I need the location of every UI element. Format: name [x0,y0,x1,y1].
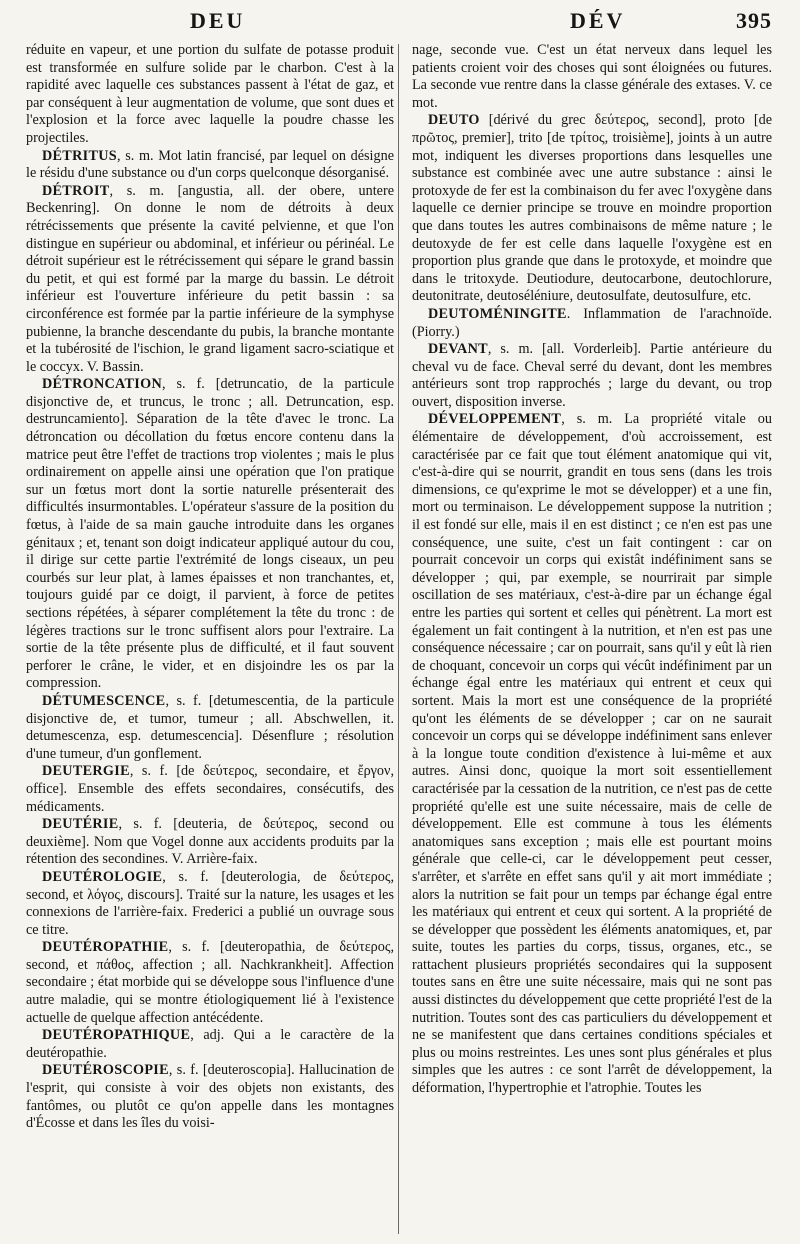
entry-text: , adj. Qui a le caractère de la deutéropathie. [26,1027,394,1061]
running-head-right: DÉV [570,8,626,33]
dictionary-entry [412,112,772,306]
entry-headword: DEUTOMÉNINGITE [428,305,567,322]
dictionary-entry [26,869,394,939]
entry-headword: DÉTUMESCENCE [42,692,166,709]
entry-headword: DEUTÉROLOGIE [42,868,163,885]
dictionary-entry [26,1027,394,1062]
entry-text: , s. m. [all. Vorderleib]. Partie antérieure du cheval vu de face. Cheval serré du devant, dont les membres antérieurs sont trop rapprochés ; large du devant, ou trop ouvert, disposition inverse. [412,341,772,410]
dictionary-entry [26,693,394,763]
dictionary-entry [412,341,772,411]
entry-headword: DEUTÉRIE [42,816,119,833]
entry-text: , s. f. [deuteroscopia]. Hallucination de l'esprit, qui consiste à voir des objets non existants, des fantômes, ou plutôt ce qu'on appelle dans les montagnes d'Écosse et dans les îles du voisi- [26,1062,394,1132]
entry-headword: DEUTÉROPATHIQUE [42,1027,191,1044]
entry-headword: DEVANT [428,341,488,358]
entry-text: réduite en vapeur, et une portion du sulfate de potasse produit est transformée en sulfure solide par le charbon. C'est à la rapidité avec laquelle ces substances passent à l'état de gaz, et par conséquent à leur augmentation de volume, que sont dues et l'explosion et la force avec laquelle la poudre chasse les projectiles. [26,42,394,146]
entry-text: , s. f. [deuterologia, de δεύτερος, second, et λόγος, discours]. Traité sur la nature, les usages et les connexions de l'arrière-faix. Frederici a publié un ouvrage sous ce titre. [26,868,394,938]
entry-headword: DÉVELOPPEMENT [428,411,562,428]
dictionary-entry [26,183,394,377]
entry-headword: DÉTRITUS [42,147,117,164]
entry-headword: DÉTROIT [42,182,110,199]
entry-text: [dérivé du grec δεύτερος, second], proto [de πρῶτος, premier], trito [de τρίτος, troisième], joints à un autre mot, indiquent les diverses proportions dans lesquelles une substance est combinée avec une autre substance : ainsi le protoxyde de fer est la combinaison du fer avec l'oxygène dans laquelle ce dernier principe se trouve en moindre proportion que dans toutes les autres combinaisons de même nature ; le deutoxyde de fer est celle dans laquelle l'oxygène est en proportion plus grande que dans le protoxyde, et moindre que dans le tritoxyde. Deutiodure, deutocarbone, deutochlorure, deutonitrate, deutoséléniure, deutosulfate, deutosulfure, etc. [412,112,772,305]
entry-text: , s. m. Mot latin francisé, par lequel on désigne le résidu d'une substance ou d'un corps quelconque désorganisé. [26,147,394,182]
entry-text: , s. m. [angustia, all. der obere, untere Beckenring]. On donne le nom de détroits à deux rétrécissements que présente la cavité pelvienne, et que l'on distingue en supérieur ou abdominal, et inférieur ou périnéal. Le détroit supérieur est le rétrécissement qui sépare le grand bassin du petit, et qui est formé par la marge du bassin. Le détroit inférieur est l'ouverture inférieure du petit bassin : sa circonférence est formée par la partie inférieure de la symphyse pubienne, la branche descendante du pubis, la branche montante et la tubérosité de l'ischion, le grand ligament sacro-sciatique et le coccyx. V. Bassin. [26,182,394,375]
entry-text: , s. f. [detruncatio, de la particule disjonctive de, et truncus, le tronc ; all. Detruncation, esp. destruncamiento]. Séparation de la tête d'avec le tronc. La détroncation ou décollation du fœtus encore contenu dans la matrice peut être l'effet de tractions trop violentes ; mais le plus ordinairement on appelle ainsi une opération que l'on pratique sur un fœtus mort dont la sortie naturelle présenterait des difficultés insurmontables. L'opérateur s'assure de la position du fœtus, à l'aide de sa main gauche introduite dans les organes génitaux ; et, tenant son doigt indicateur appliqué autour du cou, il dirige sur cette partie l'extrémité de longs ciseaux, un peu courbés sur leur plat, à lames épaisses et non tranchantes, et, toujours guidé par ce doigt, il parvient, à force de petites sections répétées, à séparer complétement la tête du tronc : de légères tractions sur le tronc suffisent alors pour l'extraire. La sortie de la tête présente plus de difficulté, et il faut souvent perforer le crâne, le vider, et en disjoindre les os par la compression. [26,376,394,692]
entry-headword: DEUTERGIE [42,763,130,780]
entry-text: , s. f. [de δεύτερος, secondaire, et ἔργον, office]. Ensemble des effets secondaires, consécutifs, des médicaments. [26,763,394,815]
dictionary-entry [26,939,394,1027]
dictionary-entry [26,1062,394,1132]
right-column [412,42,772,1238]
entry-headword: DEUTÉROSCOPIE [42,1062,169,1079]
entry-continuation [26,42,394,148]
dictionary-entry [412,411,772,1097]
entry-text: , s. f. [deuteria, de δεύτερος, second ou deuxième]. Nom que Vogel donne aux accidents produits par la rétention des secondines. V. Arrière-faix. [26,816,394,868]
entry-text: , s. m. La propriété vitale ou élémentaire de développement, d'où accroissement, est caractérisée par ce fait que tout élément anatomique qui vit, c'est-à-dire qui se nourrit, grandit en tous sens (dans les trois dimensions, ce qu'exprime le mot se développer) et a une fin, mort ou terminaison. Le développement suppose la nutrition ; il est fondé sur elle, mais il en est distinct ; ce n'en est pas une conséquence, une suite, c'est un fait contingent : car on pourrait concevoir un corps qui existât indéfiniment sans se développer ; qui, par exemple, se nourrirait par simple oscillation de ses matériaux, c'est-à-dire par un échange égal entre les parties qui sortent et celles qui pénètrent. La mort est également un fait contingent à la nutrition, et n'en est pas une conséquence nécessaire ; car on pourrait, sans qu'il y eût là rien de choquant, concevoir un corps qui vécût indéfiniment par un échange égal entre les matériaux qui entrent et ceux qui sortent. Mais la mort est une conséquence de la propriété qu'ont les éléments de se développer ; car on ne saurait concevoir un corps qui se développe indéfiniment sans enlever à la longue toute condition d'existence à lui-même et aux autres. Ainsi donc, quoique la mort soit essentiellement caractérisée par la cessation de la nutrition, ce n'est pas de cette propriété qu'elle est une suite nécessaire, mais de celle de développement. Elle est commune à tous les éléments anatomiques sans exception ; mais elle est pourtant moins générale que celle-ci, car le développement peut cesser, s'arrêter, et s'arrête en effet sans qu'il y ait mort immédiate ; alors la nutrition se fait pour un temps par échange égal entre les matériaux qui entrent et ceux qui sortent. A la propriété de se développer que possèdent les éléments anatomiques, et, par suite, toutes les parties du corps, tissus, organes, etc., se rattachent plusieurs propriétés secondaires qui la supposent toutes sans en être une suite nécessaire, mais qui ne sont pas aussi distinctes du développement que cette propriété l'est de la nutrition. Toutes sont des cas particuliers du développement et ne se manifestent que dans certaines conditions spéciales et plus ou moins restreintes. Les unes sont plus générales et plus simples que les autres : ce sont l'arrêt de développement, la déformation, l'hypertrophie et l'atrophie. Toutes les [412,411,772,1097]
entry-continuation [412,42,772,112]
dictionary-entry [26,376,394,693]
entry-headword: DÉTRONCATION [42,376,163,393]
column-divider [398,44,399,1234]
dictionary-entry [412,306,772,341]
dictionary-entry [26,148,394,183]
dictionary-entry [26,816,394,869]
running-head-left: DEU [190,8,246,33]
entry-text: nage, seconde vue. C'est un état nerveux dans lequel les patients croient voir des choses qui sont éloignées ou futures. La seconde vue rentre dans la classe générale des extases. V. ce mot. [412,42,772,111]
left-column [26,42,394,1238]
entry-headword: DEUTO [428,112,480,129]
page-number: 395 [736,8,772,33]
entry-text: , s. f. [detumescentia, de la particule disjonctive de, et tumor, tumeur ; all. Abschwellen, it. detumescenza, esp. detumescencia]. Désenflure ; résolution d'une tumeur, d'un gonflement. [26,692,394,762]
entry-text: . Inflammation de l'arachnoïde. (Piorry.) [412,305,772,340]
dictionary-entry [26,763,394,816]
entry-headword: DEUTÉROPATHIE [42,939,169,956]
entry-text: , s. f. [deuteropathia, de δεύτερος, second, et πάθος, affection ; all. Nachkrankheit]. Affection secondaire ; état morbide qui se développe sous l'influence d'une autre maladie, qui se montre étiologiquement lié à l'existence actuelle de quelque affection antécédente. [26,939,394,1026]
